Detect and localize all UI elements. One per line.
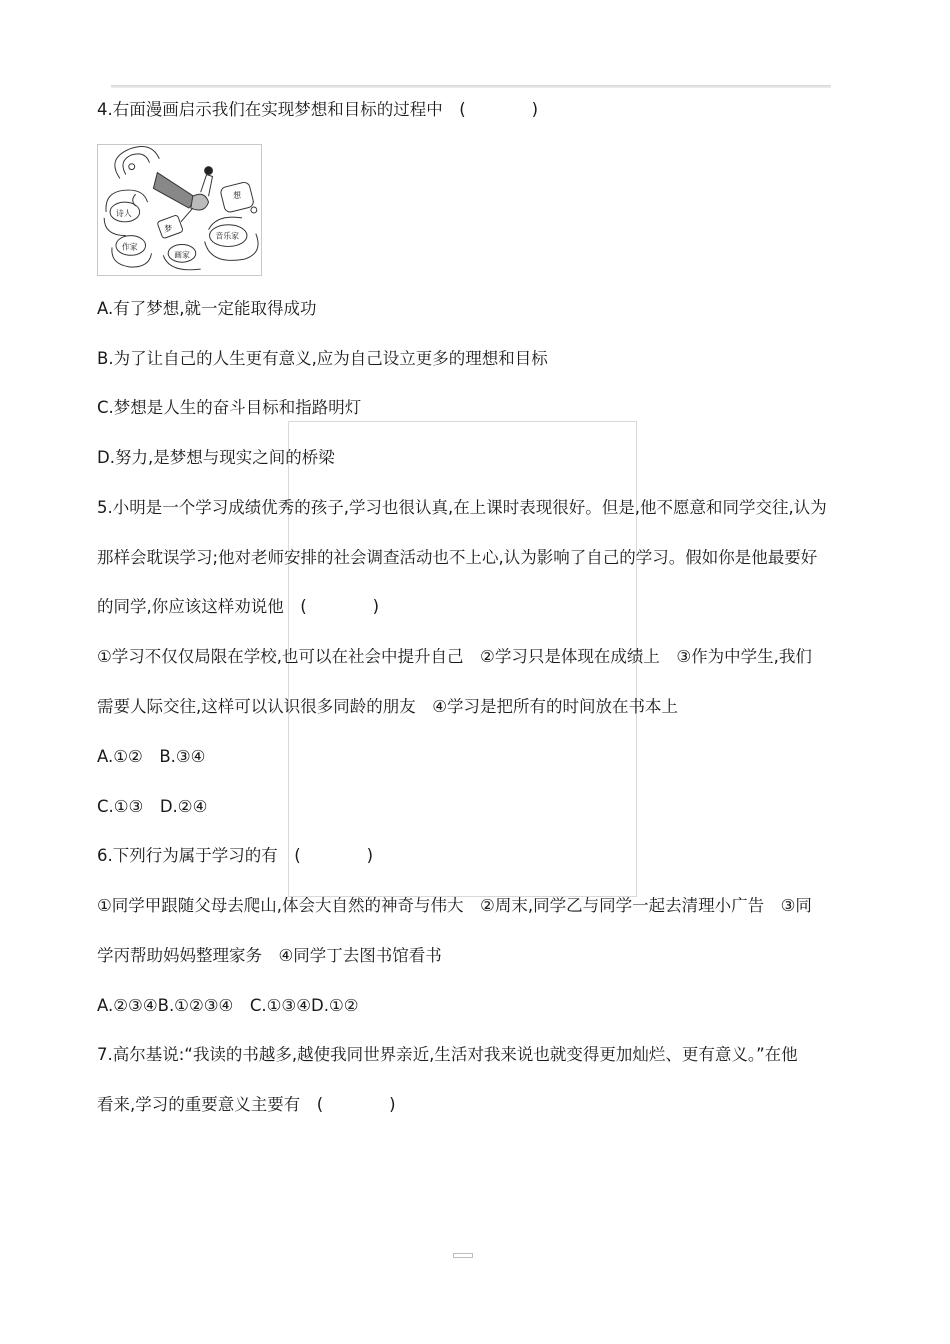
q6-options: A.②③④B.①②③④ C.①③④D.①② xyxy=(97,996,359,1015)
q6-stem: 6.下列行为属于学习的有 ( ) xyxy=(97,846,374,865)
cartoon-label-writer: 作家 xyxy=(121,242,138,252)
cartoon-label-painter: 画家 xyxy=(174,250,190,260)
q6-statement-line-2: 学丙帮助妈妈整理家务 ④同学丁去图书馆看书 xyxy=(97,946,442,965)
cartoon-label-musician: 音乐家 xyxy=(215,231,240,241)
q6-statement-line-1: ①同学甲跟随父母去爬山,体会大自然的神奇与伟大 ②周末,同学乙与同学一起去清理小广告 ③同 xyxy=(97,896,812,915)
cartoon-label-flag: 梦 xyxy=(164,224,173,234)
q5-options-line-2: C.①③ D.②④ xyxy=(97,797,208,816)
q5-stem-line-3: 的同学,你应该这样劝说他 ( ) xyxy=(97,597,380,616)
q5-statement-line-1: ①学习不仅仅局限在学校,也可以在社会中提升自己 ②学习只是体现在成绩上 ③作为中学生,我们 xyxy=(97,647,812,666)
q4-option-d: D.努力,是梦想与现实之间的桥梁 xyxy=(97,448,335,467)
q7-stem-line-2: 看来,学习的重要意义主要有 ( ) xyxy=(97,1095,396,1114)
q5-stem-line-1: 5.小明是一个学习成绩优秀的孩子,学习也很认真,在上课时表现很好。但是,他不愿意和同学交往,认为 xyxy=(97,498,827,517)
cartoon-label-dream: 想 xyxy=(233,191,242,201)
q4-stem: 4.右面漫画启示我们在实现梦想和目标的过程中 ( ) xyxy=(97,100,539,119)
q4-option-a: A.有了梦想,就一定能取得成功 xyxy=(97,299,317,318)
dream-cartoon-image xyxy=(97,144,262,276)
q5-options-line-1: A.①② B.③④ xyxy=(97,747,206,766)
top-rule xyxy=(111,85,831,88)
q5-stem-line-2: 那样会耽误学习;他对老师安排的社会调查活动也不上心,认为影响了自己的学习。假如你是他最要好 xyxy=(97,548,818,567)
q5-statement-line-2: 需要人际交往,这样可以认识很多同龄的朋友 ④学习是把所有的时间放在书本上 xyxy=(97,697,679,716)
q7-stem-line-1: 7.高尔基说:“我读的书越多,越使我同世界亲近,生活对我来说也就变得更加灿烂、更有意义。”在他 xyxy=(97,1045,798,1064)
q4-option-c: C.梦想是人生的奋斗目标和指路明灯 xyxy=(97,398,362,417)
page-footer-mark xyxy=(453,1253,473,1258)
q4-option-b: B.为了让自己的人生更有意义,应为自己设立更多的理想和目标 xyxy=(97,349,548,368)
cartoon-label-poet: 诗人 xyxy=(115,208,132,218)
